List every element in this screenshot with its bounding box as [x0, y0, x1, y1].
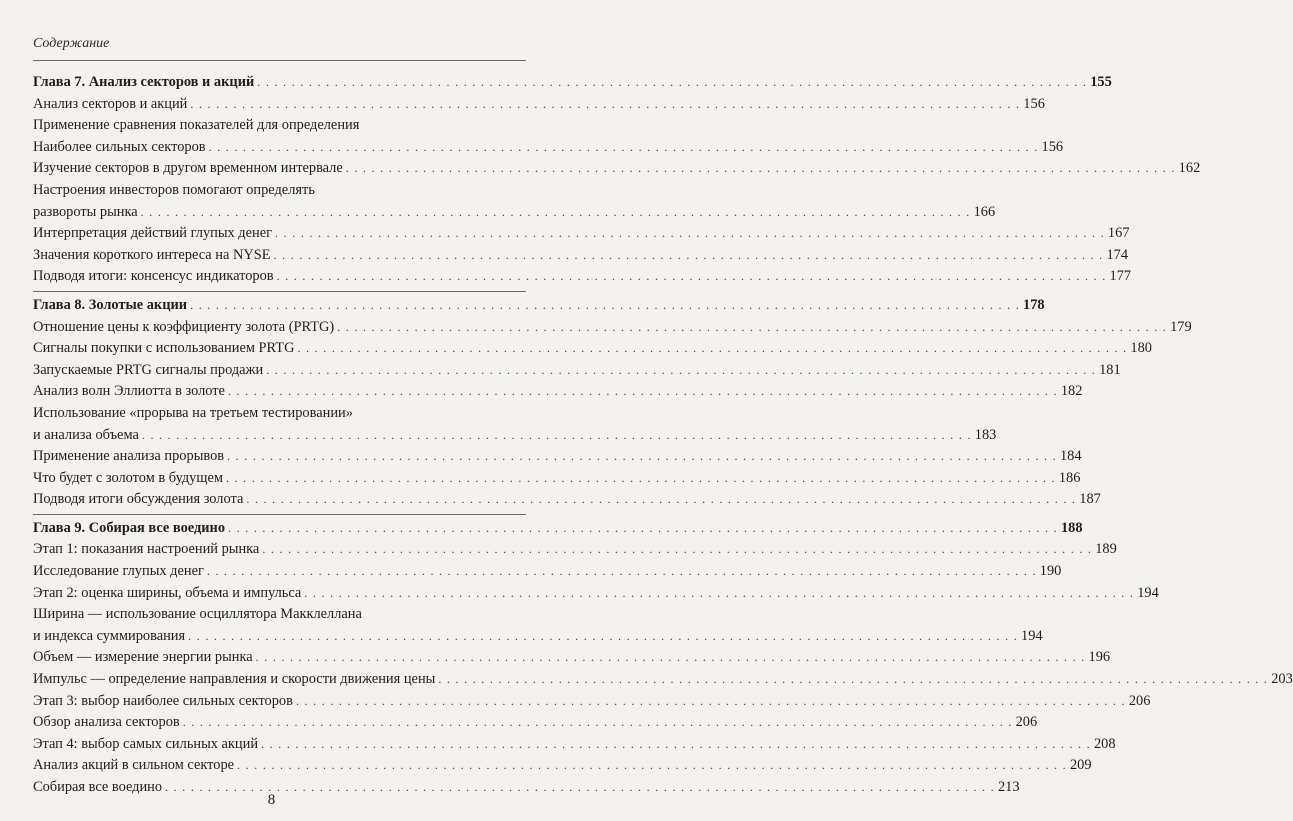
toc-entry-continuation	[33, 626, 1043, 648]
toc-entry-continuation	[33, 425, 997, 447]
toc-entry-page-number: 189	[1095, 541, 1117, 558]
toc-entry	[33, 669, 1293, 691]
toc-entry-page-number: 174	[1106, 246, 1129, 263]
toc-entry	[33, 755, 1092, 777]
toc-entry-page-number: 179	[1170, 318, 1192, 335]
chapter-heading-page-number: 155	[1090, 74, 1112, 90]
toc-entry	[33, 489, 1101, 511]
toc-entry-title: Этап 2: оценка ширины, объема и импульса	[33, 584, 302, 601]
toc-entry-page-number: 209	[1069, 757, 1092, 774]
dot-leader	[256, 647, 1086, 669]
toc-entry-title: Применение сравнения показателей для определения	[33, 117, 360, 134]
toc-entry-page-number: 208	[1093, 735, 1116, 752]
toc-entry	[33, 446, 1082, 468]
toc-entry-continuation-title: развороты рынка	[33, 203, 138, 220]
chapter-divider	[33, 514, 526, 515]
toc-entry-page-number: 213	[997, 779, 1020, 795]
chapter-heading-title: Глава 8. Золотые акции	[33, 296, 188, 313]
toc-entry	[33, 583, 1159, 605]
toc-entry	[33, 338, 1152, 360]
toc-entry-page-number: 190	[1039, 563, 1062, 580]
toc-entry	[33, 561, 1062, 583]
chapter-heading	[33, 72, 1112, 94]
toc-entry-title: Собирая все воедино	[33, 779, 163, 795]
dot-leader	[274, 245, 1104, 267]
toc-entry	[33, 115, 526, 137]
toc-entry-page-number: 182	[1060, 383, 1083, 400]
dot-leader	[190, 295, 1020, 317]
toc-entry-title: Сигналы покупки с использованием PRTG	[33, 340, 295, 357]
toc-entry	[33, 94, 1045, 116]
dot-leader	[275, 223, 1105, 245]
toc-entry	[33, 245, 1129, 267]
toc-entry	[33, 317, 1192, 339]
dot-leader	[297, 338, 1127, 360]
dot-leader	[304, 583, 1134, 605]
toc-entry	[33, 158, 1201, 180]
toc-entry-continuation-title: и анализа объема	[33, 426, 139, 443]
toc-entry-title: Значения короткого интереса на NYSE	[33, 246, 271, 263]
toc-entry-title: Анализ акций в сильном секторе	[33, 757, 235, 774]
toc-entry-title: Использование «прорыва на третьем тестировании»	[33, 404, 353, 421]
toc-entry-page-number: 177	[1109, 268, 1132, 285]
toc-entry-continuation-page-number: 166	[973, 203, 996, 220]
dot-leader	[190, 94, 1020, 116]
toc-entry-title: Запускаемые PRTG сигналы продажи	[33, 361, 264, 378]
chapter-heading-page-number: 188	[1060, 519, 1083, 536]
dot-leader	[257, 72, 1087, 94]
chapter-heading-page-number: 178	[1023, 296, 1045, 313]
dot-leader	[277, 266, 1107, 288]
toc-entry-continuation-title: и индекса суммирования	[33, 627, 186, 644]
toc-entry-title: Изучение секторов в другом временном интервале	[33, 160, 343, 177]
dot-leader	[237, 755, 1067, 777]
dot-leader	[183, 712, 1013, 734]
toc-entry-title: Обзор анализа секторов	[33, 714, 180, 731]
dot-leader	[261, 734, 1091, 756]
toc-entry-page-number: 206	[1015, 714, 1038, 731]
toc-entry	[33, 604, 526, 626]
dot-leader	[142, 425, 972, 447]
toc-entry-page-number: 186	[1058, 469, 1081, 486]
toc-entry-title: Подводя итоги: консенсус индикаторов	[33, 268, 274, 285]
toc-entry-continuation-page-number: 183	[974, 426, 997, 443]
toc-entry-continuation	[33, 137, 1064, 159]
toc-entry-title: Настроения инвесторов помогают определять	[33, 181, 315, 198]
dot-leader	[246, 489, 1076, 511]
toc-entry-page-number: 206	[1128, 692, 1151, 709]
toc-entry-title: Отношение цены к коэффициенту золота (PRTG)	[33, 318, 335, 335]
toc-entry-title: Импульс — определение направления и скорости движения цены	[33, 671, 436, 688]
chapter-heading-title: Глава 7. Анализ секторов и акций	[33, 74, 255, 90]
toc-entry-page-number: 184	[1059, 448, 1082, 465]
dot-leader	[226, 468, 1056, 490]
dot-leader	[209, 137, 1039, 159]
toc-entry-page-number: 196	[1088, 649, 1111, 666]
chapter-divider	[33, 291, 526, 292]
toc-entry-continuation	[33, 202, 996, 224]
toc-entry-page-number: 187	[1079, 491, 1101, 508]
toc-entry-title: Исследование глупых денег	[33, 563, 204, 580]
dot-leader	[337, 317, 1167, 339]
toc-entry-title: Интерпретация действий глупых денег	[33, 225, 273, 242]
toc-entry-page-number: 203	[1271, 671, 1293, 688]
toc-entry-continuation-page-number: 194	[1021, 627, 1043, 644]
toc-entry	[33, 691, 1151, 713]
dot-leader	[438, 669, 1268, 691]
toc-entry	[33, 180, 526, 202]
chapter-heading-title: Глава 9. Собирая все воедино	[33, 519, 226, 536]
toc-entry-title: Объем — измерение энергии рынка	[33, 649, 253, 666]
running-head: Содержание	[33, 36, 110, 51]
toc-entry	[33, 712, 1038, 734]
toc-entry-continuation-title: Наиболее сильных секторов	[33, 138, 206, 155]
dot-leader	[346, 158, 1176, 180]
toc-entry	[33, 468, 1081, 490]
toc-entry-page-number: 181	[1099, 361, 1121, 378]
toc-entry	[33, 266, 1132, 288]
toc-entry-title: Применение анализа прорывов	[33, 448, 225, 465]
toc-entry	[33, 734, 1116, 756]
toc-entry-title: Этап 3: выбор наиболее сильных секторов	[33, 692, 293, 709]
dot-leader	[188, 626, 1018, 648]
dot-leader	[207, 561, 1037, 583]
page-number: 8	[267, 792, 276, 808]
table-of-contents	[33, 72, 1293, 799]
toc-entry	[33, 223, 1130, 245]
chapter-heading	[33, 295, 1045, 317]
toc-entry-title: Анализ секторов и акций	[33, 95, 188, 112]
toc-entry-title: Этап 4: выбор самых сильных акций	[33, 735, 259, 752]
toc-entry-title: Что будет с золотом в будущем	[33, 469, 223, 486]
toc-entry-title: Ширина — использование осциллятора Макклеллана	[33, 606, 362, 623]
toc-entry-title: Подводя итоги обсуждения золота	[33, 491, 244, 508]
toc-entry-page-number: 180	[1130, 340, 1152, 357]
dot-leader	[228, 381, 1058, 403]
toc-entry-title: Анализ волн Эллиотта в золоте	[33, 383, 225, 400]
toc-entry-continuation-page-number: 156	[1041, 138, 1064, 155]
toc-entry-page-number: 167	[1107, 225, 1130, 242]
toc-entry-page-number: 162	[1178, 160, 1201, 177]
dot-leader	[228, 518, 1058, 540]
dot-leader	[296, 691, 1126, 713]
toc-entry-title: Этап 1: показания настроений рынка	[33, 541, 260, 558]
toc-entry	[33, 360, 1121, 382]
toc-entry	[33, 539, 1117, 561]
dot-leader	[262, 539, 1092, 561]
toc-entry	[33, 381, 1083, 403]
toc-entry-page-number: 156	[1023, 95, 1045, 112]
header-rule	[33, 60, 526, 61]
chapter-heading	[33, 518, 1083, 540]
toc-entry-page-number: 194	[1137, 584, 1159, 601]
toc-entry	[33, 647, 1111, 669]
dot-leader	[141, 202, 971, 224]
toc-entry	[33, 403, 526, 425]
dot-leader	[227, 446, 1057, 468]
dot-leader	[266, 360, 1096, 382]
